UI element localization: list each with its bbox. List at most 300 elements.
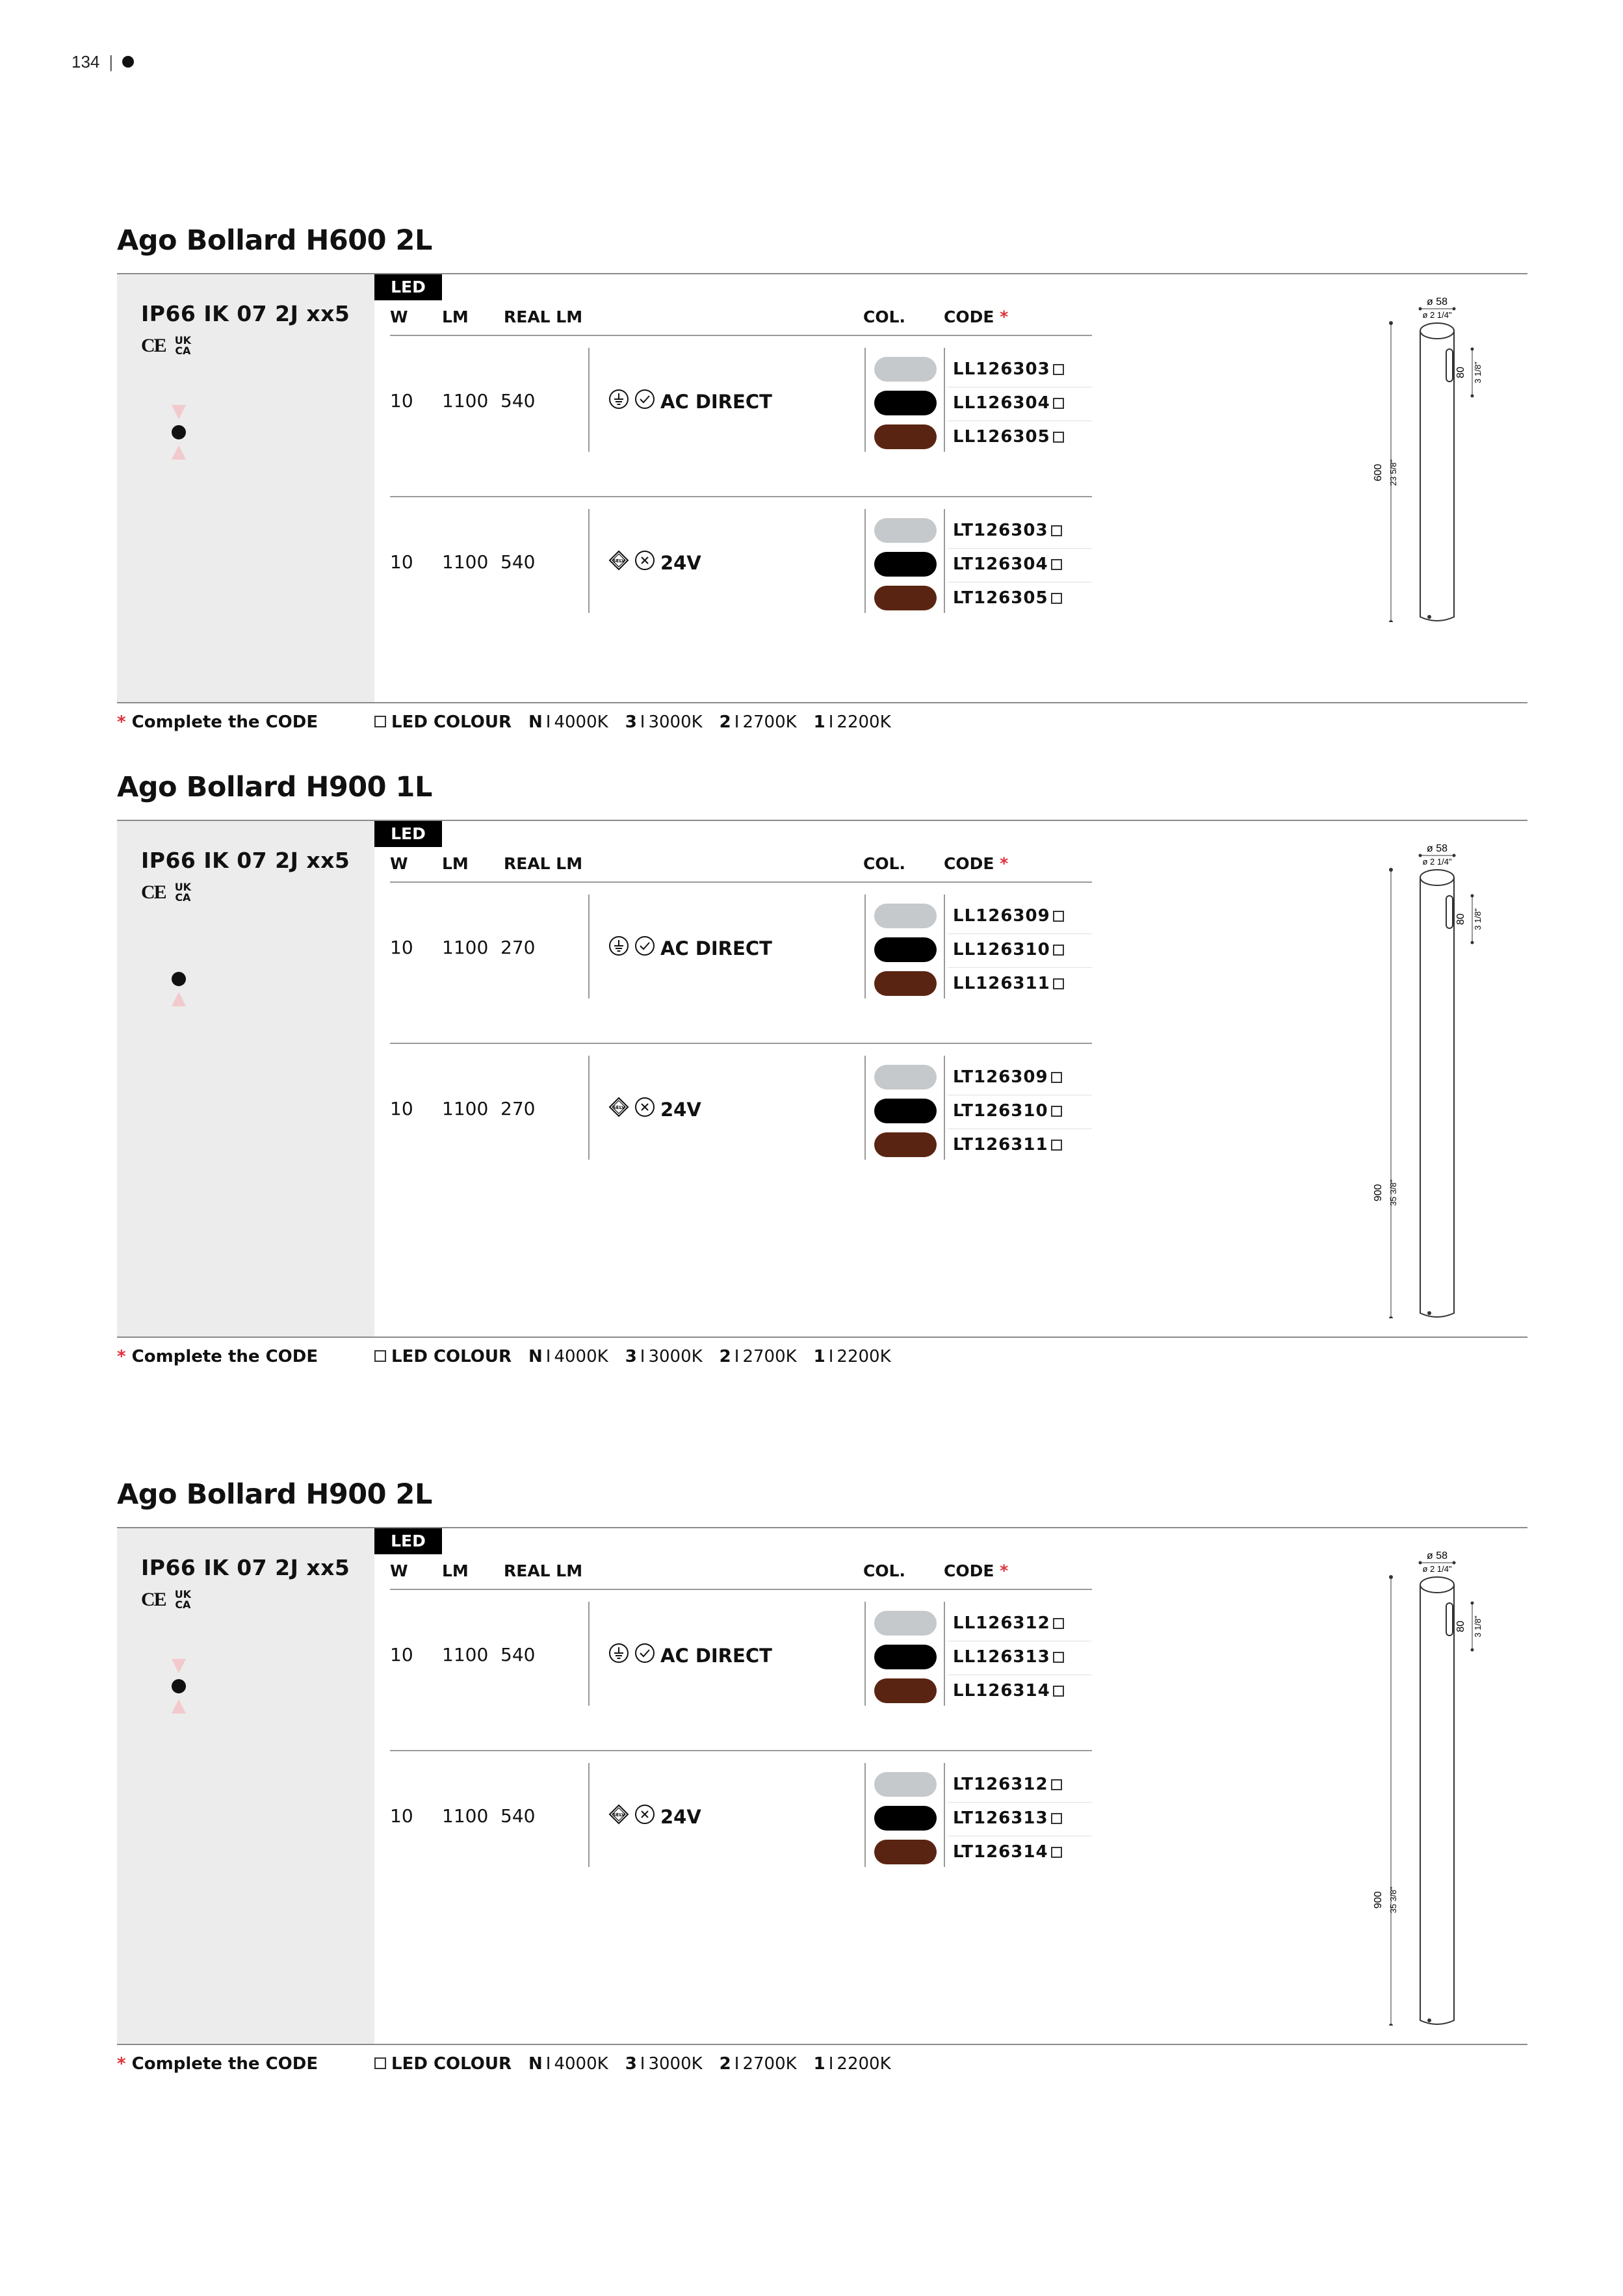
header-col: COL. <box>863 854 906 873</box>
product-title: Ago Bollard H900 2L <box>117 1478 432 1511</box>
dimension-tick <box>1389 321 1393 325</box>
ukca-mark-icon <box>175 882 191 903</box>
code-placeholder-box <box>1053 1652 1064 1663</box>
ce-mark-icon: CE <box>141 881 166 903</box>
cell-w: 10 <box>390 390 413 411</box>
bollard-drawing-svg <box>1352 1551 1482 2026</box>
swatch-brown <box>874 586 937 610</box>
code-separator <box>944 1602 945 1706</box>
product-title: Ago Bollard H600 2L <box>117 224 432 257</box>
placeholder-box-icon <box>374 716 386 727</box>
base-screw <box>1427 615 1431 619</box>
colour-temp-key: 1 <box>813 712 825 732</box>
dimension-tick <box>1471 395 1474 398</box>
header-real-lm: REAL LM <box>504 854 583 873</box>
product-code <box>953 521 1062 540</box>
header-underline <box>390 881 1092 883</box>
ip-rating: IP66 IK 07 2J xx5 <box>141 301 350 326</box>
product-code-text: LL126305 <box>953 427 1050 447</box>
code-divider <box>948 1802 1092 1803</box>
code-placeholder-box <box>1051 1813 1062 1824</box>
header-col: COL. <box>863 1561 906 1580</box>
product-code-text: LL126304 <box>953 393 1050 413</box>
header-lm: LM <box>442 854 469 873</box>
row-divider <box>390 1750 1092 1751</box>
header-w: W <box>390 307 408 326</box>
cell-lm: 1100 <box>442 1805 489 1827</box>
bollard-top <box>1420 323 1454 339</box>
head-label: 80 <box>1455 913 1466 925</box>
product-code-text: LL126312 <box>953 1613 1050 1633</box>
ukca-top: UK <box>174 881 192 893</box>
head-inch-label: 3 1/8" <box>1473 361 1482 384</box>
cell-lm: 1100 <box>442 1098 489 1119</box>
colour-temp <box>720 1347 797 1366</box>
complete-code-note <box>117 1347 318 1366</box>
dimension-tick <box>1389 620 1393 622</box>
ip-rating: IP66 IK 07 2J xx5 <box>141 1555 350 1580</box>
product-code <box>953 1135 1062 1155</box>
colour-temp-sep: I <box>828 712 834 732</box>
header-col: COL. <box>863 307 906 326</box>
code-divider <box>948 1128 1092 1129</box>
power-supply <box>608 935 772 961</box>
swatch-grey <box>874 1772 937 1797</box>
dimension-tick <box>1389 868 1393 872</box>
code-placeholder-box <box>1051 1847 1062 1858</box>
certification-marks <box>141 335 191 357</box>
product-code-text: LT126314 <box>953 1842 1048 1862</box>
dimension-tick <box>1419 1561 1422 1565</box>
bollard-drawing-svg <box>1352 844 1482 1318</box>
product-code <box>953 1613 1064 1633</box>
colour-temp-key: 1 <box>813 1347 825 1366</box>
header-underline <box>390 335 1092 336</box>
ukca-bottom: CA <box>175 345 191 357</box>
product-code <box>953 554 1062 574</box>
row-divider <box>390 1043 1092 1044</box>
cell-lm: 1100 <box>442 551 489 573</box>
dimension-tick <box>1419 307 1422 311</box>
height-inch-label: 35 3/8" <box>1388 1179 1398 1207</box>
colour-temp-sep: I <box>640 712 645 732</box>
bollard-body <box>1420 1585 1454 2024</box>
header-w: W <box>390 854 408 873</box>
earth-icon <box>608 1643 629 1668</box>
bollard-body <box>1420 331 1454 621</box>
header-real-lm: REAL LM <box>504 307 583 326</box>
dimension-tick <box>1389 1575 1393 1579</box>
product-code-text: LT126309 <box>953 1067 1048 1087</box>
code-placeholder-box <box>1051 525 1062 536</box>
product-code <box>953 1647 1064 1667</box>
light-emission-icon <box>162 1654 195 1719</box>
diameter-inch-label: ø 2 1/4" <box>1422 857 1452 867</box>
ukca-bottom: CA <box>175 891 191 904</box>
colour-temp-key: 2 <box>719 712 731 732</box>
selv-icon <box>608 550 629 575</box>
no-earth-icon <box>634 1097 655 1122</box>
led-colour-legend <box>374 1347 891 1366</box>
product-code-text: LL126311 <box>953 974 1050 993</box>
product-code-text: LT126312 <box>953 1775 1048 1794</box>
swatch-brown <box>874 971 937 996</box>
height-label: 600 <box>1373 463 1384 482</box>
row-separator <box>588 509 590 613</box>
colour-temp-key: N <box>528 2054 543 2074</box>
check-icon <box>634 935 655 961</box>
code-placeholder-box <box>1051 559 1062 570</box>
code-separator <box>944 1056 945 1160</box>
led-colour-legend <box>374 2054 891 2074</box>
code-divider <box>948 548 1092 549</box>
light-slot <box>1446 1603 1453 1636</box>
row-separator <box>588 1602 590 1706</box>
colour-temp-value: 3000K <box>648 2054 703 2074</box>
colour-temp-sep: I <box>734 712 740 732</box>
row-separator <box>588 1763 590 1867</box>
colour-temp <box>814 1347 891 1366</box>
code-separator <box>944 894 945 998</box>
code-placeholder-box <box>1053 1686 1064 1697</box>
power-label: AC DIRECT <box>660 390 772 413</box>
svg-text:SELV: SELV <box>612 1812 625 1818</box>
colour-temp-value: 2200K <box>837 1347 891 1366</box>
code-placeholder-box <box>1053 398 1064 409</box>
cell-w: 10 <box>390 937 413 958</box>
bollard-top <box>1420 870 1454 885</box>
selv-icon <box>608 1097 629 1122</box>
placeholder-box-icon <box>374 2057 386 2069</box>
power-supply <box>608 1804 701 1829</box>
product-code-text: LL126309 <box>953 906 1050 926</box>
code-placeholder-box <box>1053 432 1064 443</box>
code-placeholder-box <box>1053 911 1064 922</box>
swatch-grey <box>874 357 937 382</box>
dimension-tick <box>1471 348 1474 351</box>
colour-temp-sep: I <box>734 1347 740 1366</box>
complete-code-label: Complete the CODE <box>131 2054 318 2074</box>
head-inch-label: 3 1/8" <box>1473 1615 1482 1637</box>
page-separator: | <box>109 52 114 72</box>
product-section <box>117 771 1527 1376</box>
colour-temp-value: 3000K <box>648 1347 703 1366</box>
product-code <box>953 1067 1062 1087</box>
header-code-label: CODE <box>944 1561 994 1580</box>
bollard-top <box>1420 1577 1454 1593</box>
check-icon <box>634 389 655 414</box>
ukca-top: UK <box>174 1588 192 1600</box>
light-slot <box>1446 896 1453 928</box>
code-divider <box>948 967 1092 968</box>
code-placeholder-box <box>1053 364 1064 375</box>
product-code <box>953 359 1064 379</box>
base-screw <box>1427 2018 1431 2022</box>
colour-temp-key: 3 <box>625 712 637 732</box>
colour-temp-value: 2700K <box>742 712 797 732</box>
svg-text:SELV: SELV <box>612 558 625 564</box>
colour-temp <box>814 712 891 732</box>
cell-real-lm: 540 <box>500 1805 536 1827</box>
page-dot-icon <box>122 56 134 68</box>
swatch-brown <box>874 1132 937 1157</box>
colour-temp-value: 2200K <box>837 2054 891 2074</box>
cell-lm: 1100 <box>442 1644 489 1665</box>
code-separator <box>944 1763 945 1867</box>
cell-lm: 1100 <box>442 937 489 958</box>
product-code <box>953 427 1064 447</box>
code-separator <box>944 348 945 452</box>
header-code-label: CODE <box>944 307 994 326</box>
complete-code-label: Complete the CODE <box>131 1347 318 1366</box>
colour-temp-value: 2700K <box>742 2054 797 2074</box>
colour-temp <box>720 2054 797 2074</box>
bollard-drawing-svg <box>1352 297 1482 622</box>
col-separator <box>864 509 866 613</box>
height-inch-label: 35 3/8" <box>1388 1886 1398 1914</box>
swatch-black <box>874 937 937 962</box>
code-placeholder-box <box>1053 978 1064 989</box>
required-star-icon: * <box>1000 1561 1009 1580</box>
product-code <box>953 940 1064 959</box>
section-bottom-rule <box>117 1337 1527 1338</box>
colour-temp-value: 4000K <box>554 2054 608 2074</box>
colour-temp-sep: I <box>545 712 551 732</box>
colour-temp-key: N <box>528 1347 543 1366</box>
required-star-icon: * <box>1000 854 1009 873</box>
product-section <box>117 224 1527 741</box>
code-placeholder-box <box>1051 1106 1062 1117</box>
colour-temp <box>625 1347 703 1366</box>
page-number <box>71 52 134 72</box>
product-code <box>953 1681 1064 1701</box>
product-code <box>953 1808 1062 1828</box>
swatch-grey <box>874 518 937 543</box>
dimension-tick <box>1471 1602 1474 1605</box>
power-supply <box>608 1643 772 1668</box>
light-emission-icon <box>162 400 195 465</box>
power-label: 24V <box>660 551 701 574</box>
required-star-icon: * <box>1000 307 1009 326</box>
dimension-tick <box>1471 941 1474 945</box>
no-earth-icon <box>634 1804 655 1829</box>
colour-temp-sep: I <box>734 2054 740 2074</box>
diameter-label: ø 58 <box>1426 1551 1448 1561</box>
col-separator <box>864 1056 866 1160</box>
code-divider <box>948 933 1092 934</box>
page-number-text: 134 <box>71 52 100 72</box>
dimension-tick <box>1471 1649 1474 1652</box>
code-placeholder-box <box>1053 1618 1064 1629</box>
power-label: AC DIRECT <box>660 937 772 959</box>
led-colour-label: LED COLOUR <box>391 712 512 732</box>
swatch-black <box>874 1645 937 1669</box>
colour-temp-value: 2200K <box>837 712 891 732</box>
swatch-black <box>874 391 937 415</box>
height-label: 900 <box>1373 1184 1384 1202</box>
col-separator <box>864 348 866 452</box>
selv-icon <box>608 1804 629 1829</box>
colour-temp-value: 4000K <box>554 712 608 732</box>
colour-temp-key: 3 <box>625 1347 637 1366</box>
power-label: 24V <box>660 1098 701 1121</box>
product-code <box>953 393 1064 413</box>
colour-temp-key: 2 <box>719 2054 731 2074</box>
product-title: Ago Bollard H900 1L <box>117 771 432 803</box>
placeholder-box-icon <box>374 1350 386 1362</box>
header-code <box>944 854 1008 873</box>
cell-w: 10 <box>390 551 413 573</box>
light-slot <box>1446 349 1453 382</box>
colour-temp-sep: I <box>640 2054 645 2074</box>
section-bottom-rule <box>117 2044 1527 2045</box>
head-label: 80 <box>1455 367 1466 378</box>
product-code <box>953 906 1064 926</box>
ip-rating: IP66 IK 07 2J xx5 <box>141 848 350 873</box>
cell-lm: 1100 <box>442 390 489 411</box>
bollard-drawing <box>1352 844 1482 1318</box>
row-separator <box>588 348 590 452</box>
required-star-icon: * <box>117 1347 126 1366</box>
product-code-text: LL126314 <box>953 1681 1050 1701</box>
bollard-drawing <box>1352 1551 1482 2026</box>
led-tag: LED <box>374 1528 442 1554</box>
cell-w: 10 <box>390 1644 413 1665</box>
header-real-lm: REAL LM <box>504 1561 583 1580</box>
swatch-black <box>874 1099 937 1123</box>
product-code-text: LT126313 <box>953 1808 1048 1828</box>
header-w: W <box>390 1561 408 1580</box>
colour-temp <box>814 2054 891 2074</box>
col-separator <box>864 1763 866 1867</box>
colour-temp <box>625 712 703 732</box>
colour-temp <box>528 1347 608 1366</box>
colour-temp-key: 3 <box>625 2054 637 2074</box>
row-separator <box>588 1056 590 1160</box>
complete-code-label: Complete the CODE <box>131 712 318 732</box>
swatch-brown <box>874 1678 937 1703</box>
dimension-tick <box>1471 894 1474 898</box>
diameter-label: ø 58 <box>1426 297 1448 307</box>
certification-marks <box>141 881 191 904</box>
colour-temp-value: 4000K <box>554 1347 608 1366</box>
code-placeholder-box <box>1051 1779 1062 1790</box>
swatch-brown <box>874 1840 937 1864</box>
product-code-text: LL126303 <box>953 359 1050 379</box>
product-code <box>953 1775 1062 1794</box>
cell-w: 10 <box>390 1098 413 1119</box>
colour-temp-sep: I <box>828 2054 834 2074</box>
head-label: 80 <box>1455 1621 1466 1632</box>
diameter-inch-label: ø 2 1/4" <box>1422 310 1452 320</box>
led-colour-label: LED COLOUR <box>391 2054 512 2074</box>
ukca-mark-icon <box>175 335 191 356</box>
ce-mark-icon: CE <box>141 1589 166 1610</box>
header-underline <box>390 1589 1092 1590</box>
led-tag: LED <box>374 821 442 847</box>
power-supply <box>608 1097 701 1122</box>
ukca-top: UK <box>174 334 192 346</box>
product-section <box>117 1478 1527 2083</box>
row-divider <box>390 496 1092 497</box>
colour-temp-key: N <box>528 712 543 732</box>
required-star-icon: * <box>117 2054 126 2074</box>
cell-real-lm: 270 <box>500 937 536 958</box>
colour-temp <box>625 2054 703 2074</box>
power-supply <box>608 389 772 414</box>
col-separator <box>864 894 866 998</box>
svg-text:SELV: SELV <box>612 1105 625 1110</box>
product-code-text: LT126305 <box>953 588 1048 608</box>
led-colour-legend <box>374 712 891 732</box>
no-earth-icon <box>634 550 655 575</box>
light-emission-icon <box>162 946 195 1011</box>
colour-temp-sep: I <box>545 2054 551 2074</box>
code-separator <box>944 509 945 613</box>
colour-temp <box>528 712 608 732</box>
colour-temp-sep: I <box>828 1347 834 1366</box>
colour-temp <box>528 2054 608 2074</box>
row-separator <box>588 894 590 998</box>
base-screw <box>1427 1311 1431 1315</box>
ce-mark-icon: CE <box>141 335 166 356</box>
section-bottom-rule <box>117 702 1527 703</box>
header-lm: LM <box>442 307 469 326</box>
product-code-text: LT126311 <box>953 1135 1048 1155</box>
colour-temp <box>720 712 797 732</box>
earth-icon <box>608 935 629 961</box>
product-code <box>953 1842 1062 1862</box>
dimension-tick <box>1453 307 1456 311</box>
check-icon <box>634 1643 655 1668</box>
complete-code-note <box>117 2054 318 2074</box>
swatch-black <box>874 1806 937 1831</box>
dimension-tick <box>1453 1561 1456 1565</box>
dimension-tick <box>1389 1316 1393 1318</box>
header-lm: LM <box>442 1561 469 1580</box>
product-code-text: LT126303 <box>953 521 1048 540</box>
cell-real-lm: 540 <box>500 390 536 411</box>
code-placeholder-box <box>1051 1072 1062 1083</box>
power-label: 24V <box>660 1805 701 1828</box>
product-code <box>953 588 1062 608</box>
product-code <box>953 974 1064 993</box>
cell-w: 10 <box>390 1805 413 1827</box>
swatch-grey <box>874 1065 937 1089</box>
header-code-label: CODE <box>944 854 994 873</box>
swatch-black <box>874 552 937 577</box>
header-code <box>944 307 1008 326</box>
swatch-grey <box>874 904 937 928</box>
product-code-text: LL126310 <box>953 940 1050 959</box>
diameter-label: ø 58 <box>1426 844 1448 854</box>
swatch-grey <box>874 1611 937 1636</box>
swatch-brown <box>874 424 937 449</box>
bollard-drawing <box>1352 297 1482 622</box>
colour-temp-value: 3000K <box>648 712 703 732</box>
code-placeholder-box <box>1053 945 1064 956</box>
led-colour-label: LED COLOUR <box>391 1347 512 1366</box>
dimension-tick <box>1453 854 1456 857</box>
power-supply <box>608 550 701 575</box>
product-code-text: LL126313 <box>953 1647 1050 1667</box>
bollard-body <box>1420 878 1454 1317</box>
colour-temp-key: 2 <box>719 1347 731 1366</box>
product-code-text: LT126304 <box>953 554 1048 574</box>
dimension-tick <box>1419 854 1422 857</box>
certification-marks <box>141 1589 191 1611</box>
col-separator <box>864 1602 866 1706</box>
